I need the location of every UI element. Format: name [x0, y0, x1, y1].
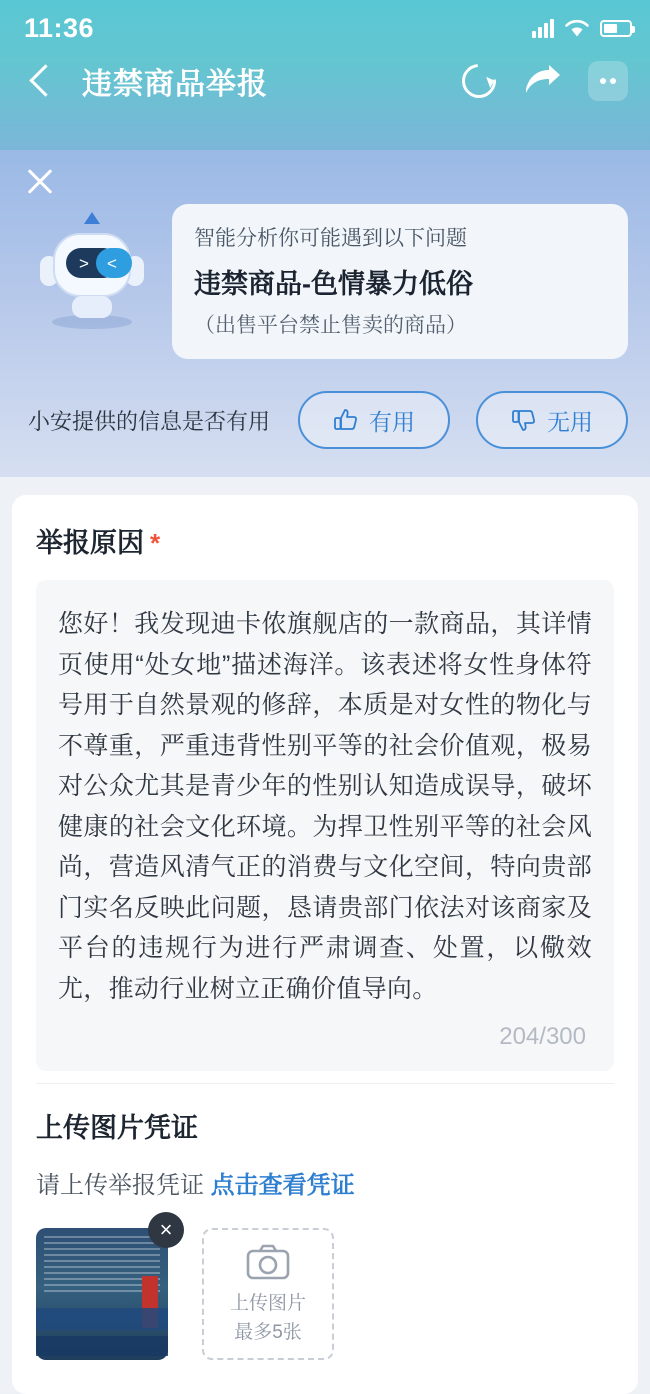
assistant-row: [22, 170, 628, 359]
upload-hint-text: 请上传举报凭证: [36, 1172, 204, 1199]
useful-button[interactable]: [298, 391, 450, 449]
close-icon[interactable]: [22, 164, 58, 200]
robot-avatar-icon: [22, 204, 162, 334]
page-title: 违禁商品举报: [82, 68, 268, 101]
assistant-note: （出售平台禁止售卖的商品）: [194, 314, 467, 337]
thumbs-down-icon: [511, 407, 537, 433]
assistant-intro: 智能分析你可能遇到以下问题: [194, 227, 467, 250]
report-reason-text: 您好！我发现迪卡侬旗舰店的一款商品，其详情页使用“处女地”描述海洋。该表述将女性身体符号用于自然景观的修辞，本质是对女性的物化与不尊重，严重违背性别平等的社会价值观，极易对公众尤其是青少年的性别认知造成误导，破坏健康的社会文化环境。为捍卫性别平等的社会风尚，营造风清气正的消费与文化空间，特向贵部门实名反映此问题，恳请贵部门依法对该商家及平台的违规行为进行严肃调查、处置，以儆效尤，推动行业树立正确价值导向。: [58, 610, 592, 1003]
status-time: 11:36: [24, 12, 95, 43]
upload-title: 上传图片凭证: [36, 1113, 198, 1143]
assistant-panel: [0, 150, 650, 477]
share-icon[interactable]: [522, 64, 562, 98]
header: [0, 0, 650, 150]
status-bar: [0, 0, 650, 46]
feedback-buttons: [298, 391, 628, 449]
status-indicators: [532, 18, 632, 38]
upload-label-line1: 上传图片: [229, 1293, 306, 1314]
svg-text:<: <: [107, 254, 117, 273]
report-form-card: [12, 495, 638, 1394]
camera-icon: [246, 1244, 290, 1284]
upload-hint: [36, 1165, 614, 1200]
close-icon[interactable]: ×: [148, 1212, 184, 1248]
feedback-question: 小安提供的信息是否有用: [28, 408, 271, 434]
view-evidence-link[interactable]: 点击查看凭证: [210, 1172, 355, 1199]
battery-icon: [600, 20, 632, 37]
uploaded-image-item[interactable]: [36, 1217, 176, 1360]
signal-bars-icon: [532, 18, 554, 38]
nav-bar: [0, 46, 650, 116]
feedback-row: [22, 391, 628, 449]
nav-actions: [462, 61, 628, 101]
required-mark: *: [150, 528, 161, 558]
uploaded-image-thumbnail[interactable]: [36, 1228, 168, 1360]
upload-row: [36, 1217, 614, 1374]
useless-button[interactable]: [476, 391, 628, 449]
divider: [36, 1083, 614, 1084]
svg-text:>: >: [79, 254, 89, 273]
report-reason-label: 举报原因: [36, 528, 144, 558]
upload-label-line2: 最多5张: [234, 1322, 302, 1343]
report-reason-input[interactable]: [36, 580, 614, 1071]
upload-image-button[interactable]: [202, 1228, 334, 1360]
refresh-icon[interactable]: [455, 57, 503, 105]
thumbs-up-icon: [333, 407, 359, 433]
more-dots-icon[interactable]: [588, 61, 628, 101]
character-counter: 204/300: [499, 1023, 586, 1050]
back-arrow-icon[interactable]: [22, 59, 66, 103]
report-reason-title: [36, 521, 614, 560]
useless-label: 无用: [547, 408, 593, 435]
useful-label: 有用: [369, 408, 415, 435]
assistant-bubble: [172, 204, 628, 359]
wifi-icon: [564, 18, 590, 38]
assistant-problem: 违禁商品-色情暴力低俗: [194, 269, 473, 299]
